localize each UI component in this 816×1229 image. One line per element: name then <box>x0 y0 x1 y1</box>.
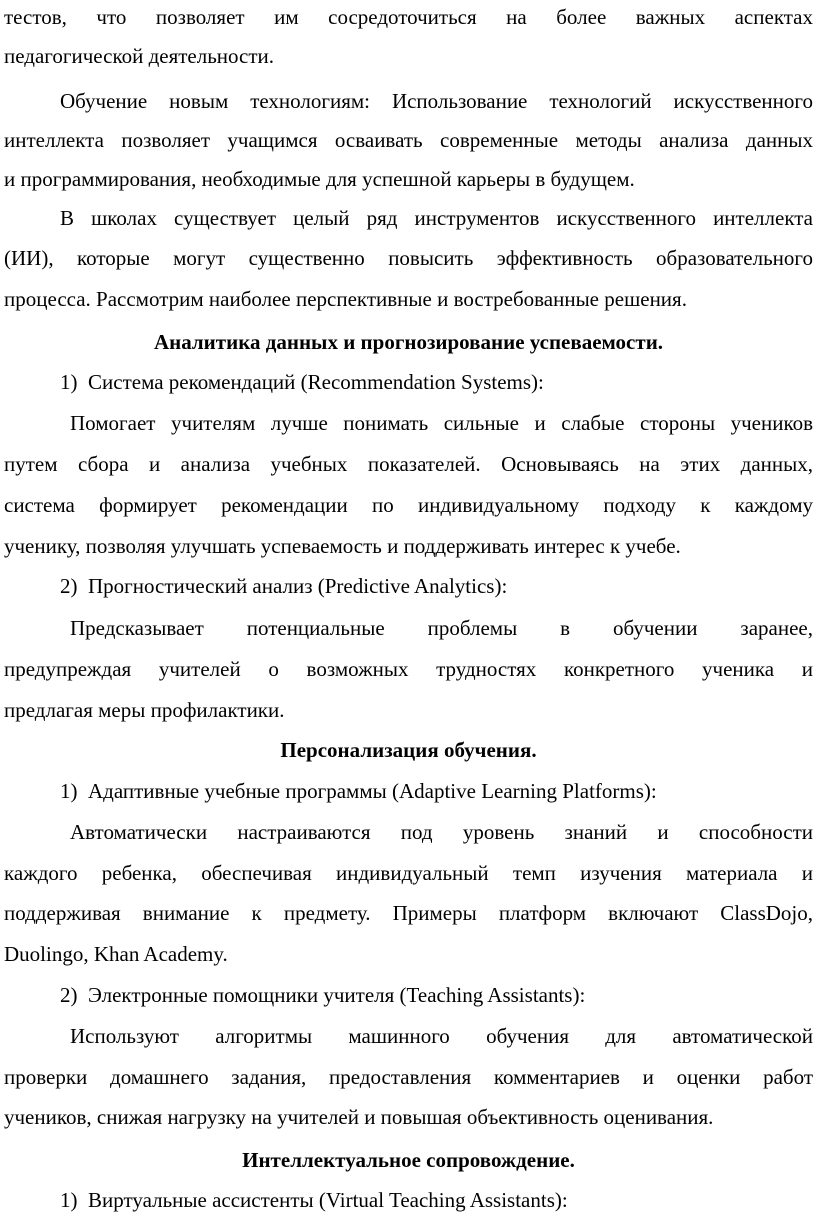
paragraph-line: Duolingo, Khan Academy. <box>4 942 228 966</box>
paragraph-line: предлагая меры профилактики. <box>4 698 285 722</box>
list-item <box>4 776 813 806</box>
paragraph-line: поддерживая внимание к предмету. Примеры платформ включают ClassDojo, <box>4 901 813 925</box>
list-number: 1) <box>60 779 78 803</box>
list-item-text: Электронные помощники учителя (Teaching Assistants): <box>88 983 586 1007</box>
paragraph-line: учеников, снижая нагрузку на учителей и повышая объективность оценивания. <box>4 1105 714 1129</box>
paragraph-line: Предсказывает потенциальные проблемы в обучении заранее, <box>70 616 813 640</box>
paragraph-line: Автоматически настраиваются под уровень знаний и способности <box>70 820 813 844</box>
list-number: 1) <box>60 370 78 394</box>
paragraph-line: педагогической деятельности. <box>4 44 275 68</box>
section-heading: Интеллектуальное сопровождение. <box>242 1148 575 1172</box>
paragraph-line: В школах существует целый ряд инструментов искусственного интеллекта <box>60 206 813 230</box>
list-number: 2) <box>60 574 78 598</box>
list-item-text: Система рекомендаций (Recommendation Systems): <box>88 370 544 394</box>
list-item <box>4 571 813 601</box>
paragraph-line: Помогает учителям лучше понимать сильные и слабые стороны учеников <box>70 411 813 435</box>
paragraph-line: предупреждая учителей о возможных трудностях конкретного ученика и <box>4 657 813 681</box>
section-heading: Персонализация обучения. <box>280 738 537 762</box>
paragraph-line: путем сбора и анализа учебных показателей. Основываясь на этих данных, <box>4 452 813 476</box>
list-item-text: Прогностический анализ (Predictive Analytics): <box>88 574 508 598</box>
list-item-text: Виртуальные ассистенты (Virtual Teaching Assistants): <box>88 1188 568 1212</box>
paragraph-line: интеллекта позволяет учащимся осваивать современные методы анализа данных <box>4 128 813 152</box>
list-item <box>4 367 813 397</box>
paragraph-line: процесса. Рассмотрим наиболее перспективные и востребованные решения. <box>4 287 687 311</box>
paragraph-line: Используют алгоритмы машинного обучения для автоматической <box>70 1024 813 1048</box>
section-heading: Аналитика данных и прогнозирование успеваемости. <box>153 330 664 354</box>
paragraph-line: тестов, что позволяет им сосредоточиться на более важных аспектах <box>4 5 813 29</box>
list-item-text: Адаптивные учебные программы (Adaptive Learning Platforms): <box>88 779 657 803</box>
paragraph-line: ученику, позволяя улучшать успеваемость и поддерживать интерес к учебе. <box>4 534 681 558</box>
paragraph-line: проверки домашнего задания, предоставления комментариев и оценки работ <box>4 1065 813 1089</box>
list-number: 1) <box>60 1188 78 1212</box>
list-item <box>4 980 813 1010</box>
paragraph-line: каждого ребенка, обеспечивая индивидуальный темп изучения материала и <box>4 861 813 885</box>
list-item <box>4 1185 813 1215</box>
list-number: 2) <box>60 983 78 1007</box>
paragraph-line: система формирует рекомендации по индивидуальному подходу к каждому <box>4 493 813 517</box>
paragraph-line: (ИИ), которые могут существенно повысить эффективность образовательного <box>4 246 813 270</box>
paragraph-line: Обучение новым технологиям: Использование технологий искусственного <box>60 89 813 113</box>
paragraph-line: и программирования, необходимые для успешной карьеры в будущем. <box>4 167 635 191</box>
